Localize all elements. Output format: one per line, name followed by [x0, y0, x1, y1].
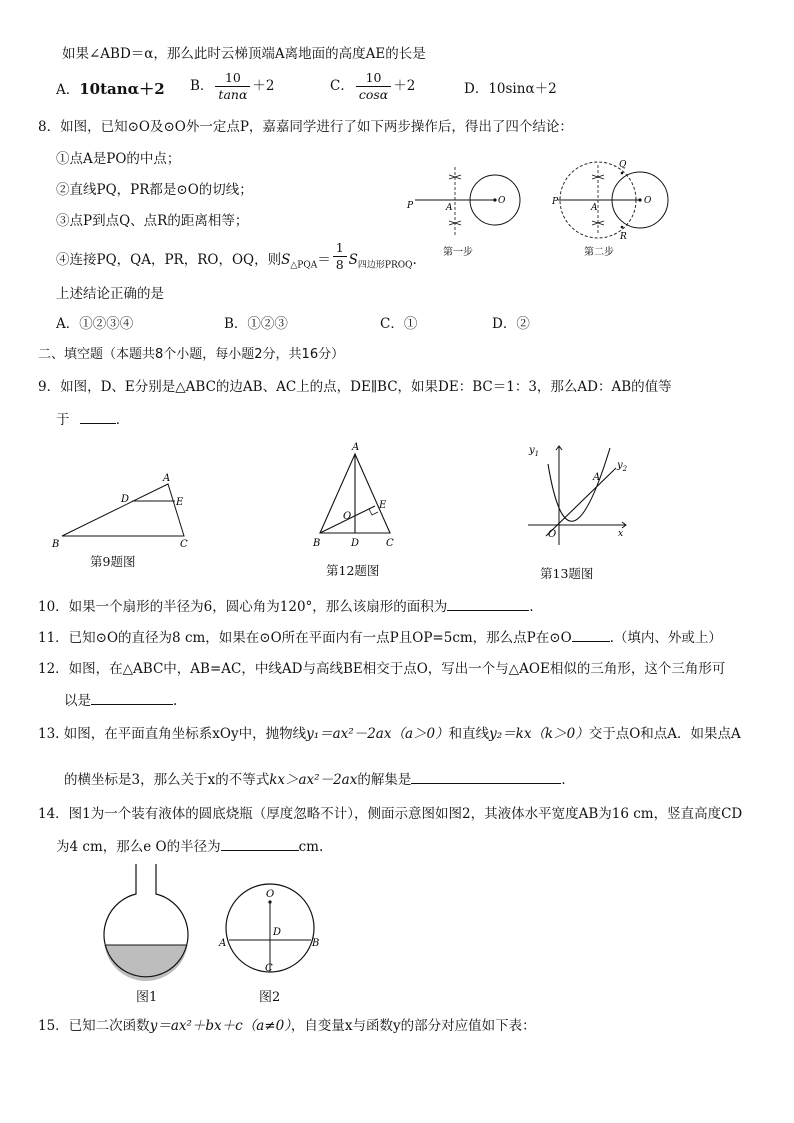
label-a: A: [352, 442, 360, 453]
q8-figure-step1: [405, 155, 530, 260]
label-c: C: [386, 538, 394, 549]
right-angle-mark: [369, 509, 378, 515]
q14-caption-fig2: 图2: [259, 990, 281, 1005]
label-y1: $y_1$: [529, 445, 540, 458]
q8-option-c: C．①: [380, 316, 418, 332]
q12-figure: [308, 440, 408, 555]
q8-conclusion-1: ①点A是PO的中点；: [56, 151, 181, 167]
point-r: [621, 226, 624, 229]
section-title-fill-in: 二、填空题（本题共8个小题，每小题2分，共16分）: [38, 347, 345, 362]
parabola-y1: [548, 448, 610, 521]
q7-option-a: A．10tanα＋2: [56, 80, 165, 98]
label-c: C: [265, 963, 273, 974]
q8-option-d: D．②: [492, 316, 530, 332]
triangle-abc: [62, 484, 184, 536]
q9-answer-blank: [80, 409, 116, 424]
label-e: E: [176, 497, 184, 508]
q13-line1: 13. 如图，在平面直角坐标系xOy中，抛物线y₁＝ax²－2ax（a＞0）和直线y₂＝kx（k＞0）交于点O和点A．如果点A: [38, 726, 741, 742]
q13-figure: [522, 440, 632, 550]
label-e: E: [379, 500, 387, 511]
label-o: O: [548, 529, 557, 540]
q7-stem: 如果∠ABD＝α，那么此时云梯顶端A离地面的高度AE的长是: [62, 46, 426, 62]
label-a: A: [219, 938, 227, 949]
q10-text: 10．如果一个扇形的半径为6，圆心角为120°，那么该扇形的面积为 .: [38, 596, 534, 617]
label-r: R: [620, 232, 627, 242]
label-o: O: [498, 196, 506, 206]
label-y2: $y_2$: [617, 460, 628, 473]
label-a: A: [591, 203, 598, 213]
q7-b-fraction: $\frac{10}{\tan\alpha}$: [215, 70, 250, 103]
q13-line2: 的横坐标是3，那么关于x的不等式kx＞ax²－2ax的解集是 ．: [64, 769, 575, 790]
label-d: D: [351, 538, 360, 549]
label-b: B: [313, 538, 321, 549]
point-o: [268, 900, 271, 903]
q8-question: 上述结论正确的是: [56, 286, 164, 302]
label-b: B: [52, 539, 60, 550]
q8-stem: 8．如图，已知⊙O及⊙O外一定点P，嘉嘉同学进行了如下两步操作后，得出了四个结论：: [38, 119, 573, 135]
point-o: [493, 198, 496, 201]
label-o: O: [343, 511, 352, 522]
q10-answer-blank: [447, 596, 529, 611]
label-b: B: [312, 938, 320, 949]
label-a: A: [446, 203, 453, 213]
q14-line1: 14．图1为一个装有液体的圆底烧瓶（厚度忽略不计），侧面示意图如图2，其液体水平宽度AB为16 cm，竖直高度CD: [38, 806, 743, 822]
q8-conclusion-4: ④连接PQ，QA，PR，RO，OQ，则$S_{\triangle PQA}=$ $\frac{1}{8}$ $S_{四边形PROQ}$.: [56, 240, 417, 272]
q8-conclusion-2: ②直线PQ，PR都是⊙O的切线；: [56, 182, 253, 198]
label-x: x: [618, 529, 624, 539]
point-o: [638, 198, 641, 201]
q15-text: 15．已知二次函数y＝ax²＋bx＋c（a≠0），自变量x与函数y的部分对应值如下表：: [38, 1018, 536, 1034]
q9-line2: 于 ．: [56, 409, 129, 430]
label-a: A: [593, 472, 601, 483]
label-d: D: [121, 494, 130, 505]
caption-step2: 第二步: [584, 247, 614, 258]
q12-line1: 12．如图，在△ABC中，AB=AC，中线AD与高线BE相交于点O，写出一个与△AOE相似的三角形，这个三角形可: [38, 661, 726, 677]
label-a: A: [163, 473, 171, 484]
q7-option-c: C． $\frac{10}{\cos\alpha}$ ＋2: [330, 70, 416, 102]
label-q: Q: [619, 160, 627, 170]
q14-flask-figure: [98, 862, 198, 987]
q9-line1: 9．如图，D、E分别是△ABC的边AB、AC上的点，DE∥BC，如果DE：BC＝1：3，那么AD：AB的值等: [38, 379, 672, 395]
q11-answer-blank: [572, 627, 610, 642]
q9-figure: [52, 470, 202, 550]
q14-line2: 为4 cm，那么e O的半径为 cm.: [56, 836, 323, 857]
label-o: O: [644, 196, 652, 206]
label-o: O: [266, 889, 275, 900]
label-d: D: [273, 927, 282, 938]
q9-caption: 第9题图: [90, 554, 136, 569]
q7-c-fraction: $\frac{10}{\cos\alpha}$: [356, 70, 391, 103]
q12-answer-blank: [91, 690, 173, 705]
q7-option-d: D．10sinα＋2: [464, 81, 557, 97]
q8-option-a: A．①②③④: [56, 316, 134, 332]
label-c: C: [180, 539, 188, 550]
q14-answer-blank: [221, 836, 299, 851]
q14-caption-fig1: 图1: [136, 990, 158, 1005]
q14-circle-figure: [214, 880, 324, 980]
q12-line2: 以是 .: [64, 690, 177, 711]
q8-option-b: B．①②③: [224, 316, 288, 332]
q8-figure-step2: [548, 155, 673, 260]
q11-text: 11．已知⊙O的直径为8 cm，如果在⊙O所在平面内有一点P且OP=5cm，那么点P在⊙O .（填内、外或上）: [38, 627, 722, 648]
label-p: P: [552, 197, 559, 207]
q12-caption: 第12题图: [326, 563, 380, 578]
q7-option-b: B． $\frac{10}{\tan\alpha}$ ＋2: [190, 70, 275, 102]
caption-step1: 第一步: [443, 247, 473, 258]
q13-caption: 第13题图: [540, 566, 594, 581]
q13-answer-blank: [411, 769, 561, 784]
label-p: P: [407, 201, 414, 211]
q8-conclusion-3: ③点P到点Q、点R的距离相等；: [56, 213, 249, 229]
point-q: [621, 172, 624, 175]
q8-fraction: $\frac{1}{8}$: [333, 240, 347, 273]
